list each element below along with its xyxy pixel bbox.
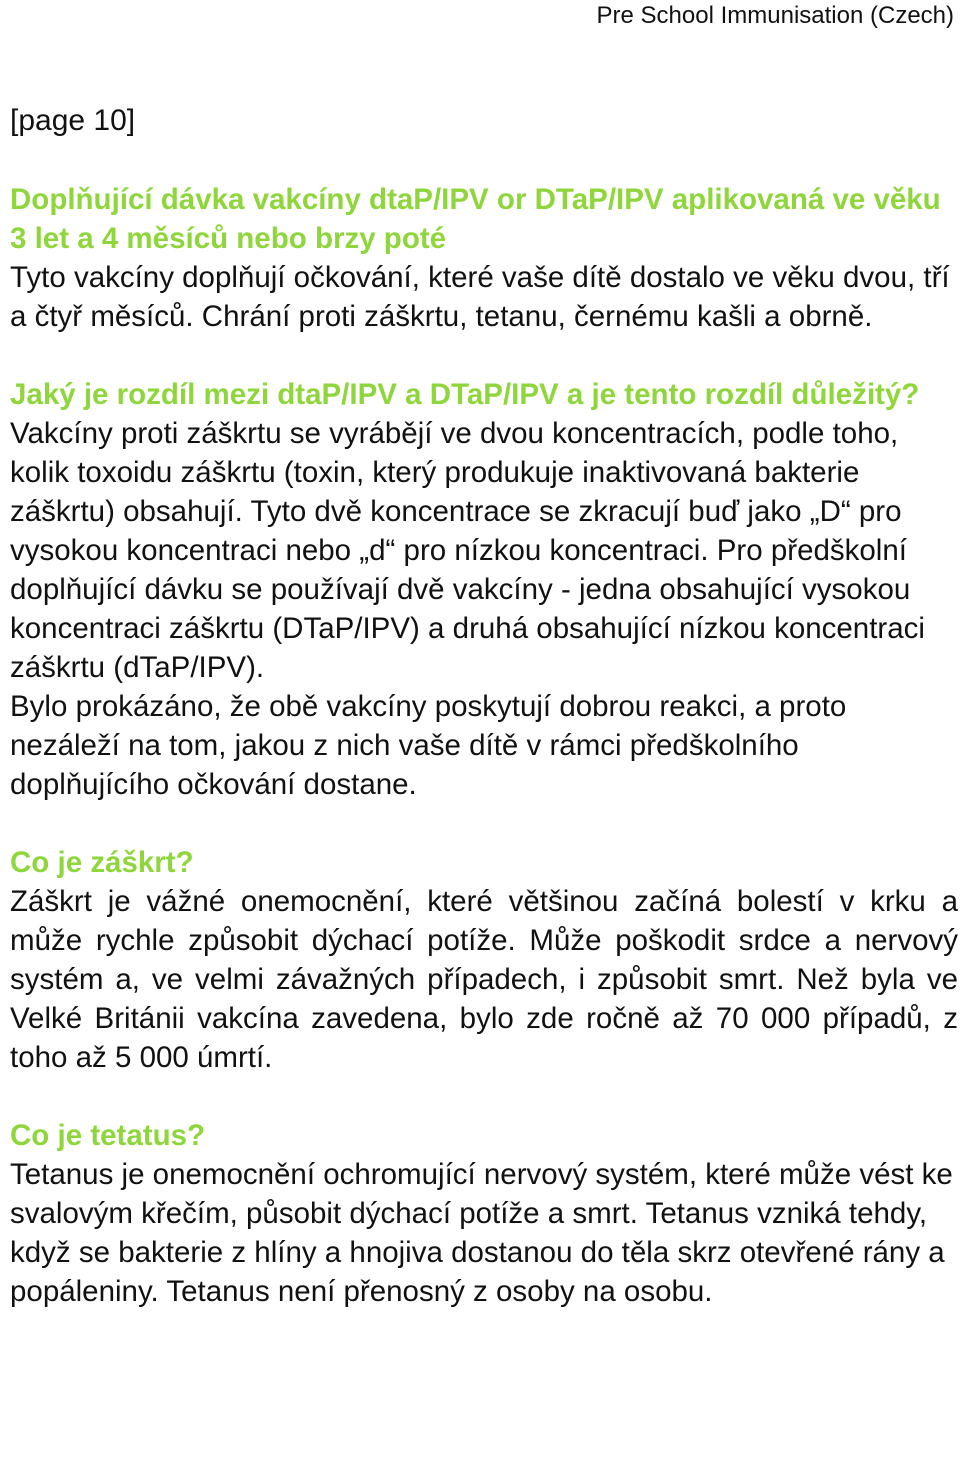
running-header: Pre School Immunisation (Czech)	[596, 2, 954, 29]
page-marker: [page 10]	[10, 104, 136, 137]
body-paragraph: Tetanus je onemocnění ochromující nervový systém, které může vést ke svalovým křečím, působit dýchací potíže a smrt. Tetanus vzniká tehdy, když se bakterie z hlíny a hnojiva dostanou do těla skrz otevřené rány a popáleniny. Tetanus není přenosný z osoby na osobu.	[10, 1158, 953, 1308]
section-heading: Jaký je rozdíl mezi dtaP/IPV a DTaP/IPV a je tento rozdíl důležitý?	[10, 378, 920, 411]
body-paragraph: Bylo prokázáno, že obě vakcíny poskytují dobrou reakci, a proto nezáleží na tom, jakou z nich vaše dítě v rámci předškolního doplňujícího očkování dostane.	[10, 690, 847, 801]
spacer	[10, 336, 958, 375]
section-tetanus	[10, 1116, 958, 1311]
document-body	[10, 180, 958, 1311]
section-heading: Co je záškrt?	[10, 846, 194, 879]
section-booster-dose	[10, 180, 958, 336]
body-paragraph: Vakcíny proti záškrtu se vyrábějí ve dvou koncentracích, podle toho, kolik toxoidu záškrtu (toxin, který produkuje inaktivovaná bakterie záškrtu) obsahují. Tyto dvě koncentrace se zkracují buď jako „D“ pro vysokou koncentraci nebo „d“ pro nízkou koncentraci. Pro předškolní doplňující dávku se používají dvě vakcíny - jedna obsahující vysokou koncentraci záškrtu (DTaP/IPV) a druhá obsahující nízkou koncentraci záškrtu (dTaP/IPV).	[10, 417, 925, 684]
section-heading: Co je tetatus?	[10, 1119, 206, 1152]
body-paragraph: Záškrt je vážné onemocnění, které většinou začíná bolestí v krku a může rychle způsobit dýchací potíže. Může poškodit srdce a nervový systém a, ve velmi závažných případech, i způsobit smrt. Než byla ve Velké Británii vakcína zavedena, bylo zde ročně až 70 000 případů, z toho až 5 000 úmrtí.	[10, 885, 958, 1074]
spacer	[10, 1077, 958, 1116]
spacer	[10, 804, 958, 843]
section-heading: Doplňující dávka vakcíny dtaP/IPV or DTaP/IPV aplikovaná ve věku 3 let a 4 měsíců nebo brzy poté	[10, 183, 941, 255]
section-difference	[10, 375, 958, 804]
body-paragraph: Tyto vakcíny doplňují očkování, které vaše dítě dostalo ve věku dvou, tří a čtyř měsíců. Chrání proti záškrtu, tetanu, černému kašli a obrně.	[10, 261, 950, 333]
section-diphtheria	[10, 843, 958, 1077]
